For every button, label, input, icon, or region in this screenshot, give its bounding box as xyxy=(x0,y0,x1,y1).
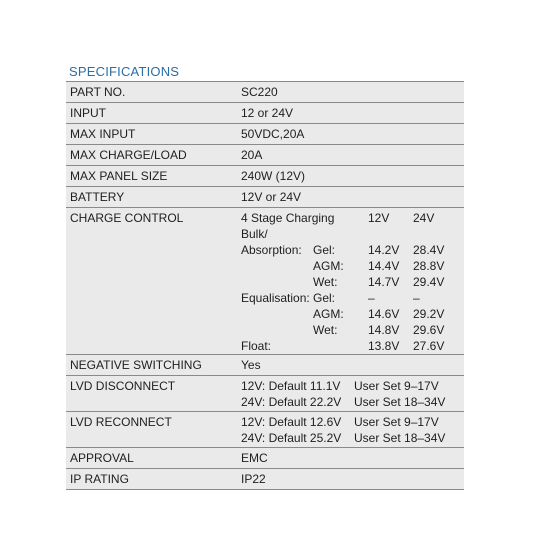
table-header xyxy=(66,62,464,82)
row-value: 12 or 24V xyxy=(241,106,294,120)
row-label: NEGATIVE SWITCHING xyxy=(70,358,202,372)
absorption-label: Absorption: xyxy=(241,243,302,257)
row-value: IP22 xyxy=(241,472,266,486)
lvd-reconnect-12v-default: 12V: Default 12.6V xyxy=(241,415,342,429)
abs-wet-12v: 14.7V xyxy=(368,275,400,289)
row-part-no xyxy=(66,82,464,103)
row-charge-control xyxy=(66,208,464,355)
eq-agm-24v: 29.2V xyxy=(413,307,445,321)
float-label: Float: xyxy=(241,339,272,353)
row-label: CHARGE CONTROL xyxy=(70,211,184,225)
eq-wet-12v: 14.8V xyxy=(368,323,400,337)
row-value: EMC xyxy=(241,451,268,465)
row-label: MAX INPUT xyxy=(70,127,136,141)
specifications-table xyxy=(66,62,464,490)
row-ip-rating xyxy=(66,469,464,490)
table-title: SPECIFICATIONS xyxy=(69,64,180,79)
eq-agm-label: AGM: xyxy=(313,307,344,321)
row-label: MAX PANEL SIZE xyxy=(70,169,168,183)
abs-gel-label: Gel: xyxy=(313,243,336,257)
row-negative-switching xyxy=(66,355,464,376)
abs-agm-label: AGM: xyxy=(313,259,344,273)
row-value: 50VDC,20A xyxy=(241,127,305,141)
row-label: PART NO. xyxy=(70,85,126,99)
row-label: MAX CHARGE/LOAD xyxy=(70,148,187,162)
row-value: 20A xyxy=(241,148,263,162)
abs-gel-12v: 14.2V xyxy=(368,243,400,257)
lvd-reconnect-12v-user-set: User Set 9–17V xyxy=(354,415,439,429)
float-12v: 13.8V xyxy=(368,339,400,353)
eq-gel-24v: – xyxy=(413,291,420,305)
eq-agm-12v: 14.6V xyxy=(368,307,400,321)
row-value: SC220 xyxy=(241,85,278,99)
eq-wet-label: Wet: xyxy=(313,323,338,337)
row-lvd-reconnect xyxy=(66,412,464,448)
eq-wet-24v: 29.6V xyxy=(413,323,445,337)
abs-gel-24v: 28.4V xyxy=(413,243,445,257)
row-value: 12V or 24V xyxy=(241,190,302,204)
row-label: IP RATING xyxy=(70,472,129,486)
abs-agm-12v: 14.4V xyxy=(368,259,400,273)
lvd-disconnect-12v-user-set: User Set 9–17V xyxy=(354,379,439,393)
abs-wet-24v: 29.4V xyxy=(413,275,445,289)
abs-agm-24v: 28.8V xyxy=(413,259,445,273)
row-lvd-disconnect xyxy=(66,376,464,412)
row-label: BATTERY xyxy=(70,190,125,204)
row-max-panel-size xyxy=(66,166,464,187)
row-max-input xyxy=(66,124,464,145)
lvd-disconnect-24v-user-set: User Set 18–34V xyxy=(354,395,446,409)
row-max-charge-load xyxy=(66,145,464,166)
eq-gel-label: Gel: xyxy=(313,291,336,305)
lvd-reconnect-24v-user-set: User Set 18–34V xyxy=(354,431,446,445)
abs-wet-label: Wet: xyxy=(313,275,338,289)
lvd-disconnect-24v-default: 24V: Default 22.2V xyxy=(241,395,342,409)
eq-gel-12v: – xyxy=(368,291,375,305)
row-approval xyxy=(66,448,464,469)
float-24v: 27.6V xyxy=(413,339,445,353)
row-label: APPROVAL xyxy=(70,451,134,465)
row-value: 240W (12V) xyxy=(241,169,306,183)
row-label: INPUT xyxy=(70,106,106,120)
row-battery xyxy=(66,187,464,208)
bulk-label: Bulk/ xyxy=(241,227,268,241)
column-header-12v: 12V xyxy=(368,211,390,225)
column-header-24v: 24V xyxy=(413,211,435,225)
lvd-disconnect-12v-default: 12V: Default 11.1V xyxy=(241,379,341,393)
row-value: Yes xyxy=(241,358,261,372)
lvd-reconnect-24v-default: 24V: Default 25.2V xyxy=(241,431,342,445)
equalisation-label: Equalisation: xyxy=(241,291,310,305)
charge-stage-text: 4 Stage Charging xyxy=(241,211,335,225)
row-label: LVD RECONNECT xyxy=(70,415,172,429)
row-label: LVD DISCONNECT xyxy=(70,379,176,393)
row-input xyxy=(66,103,464,124)
